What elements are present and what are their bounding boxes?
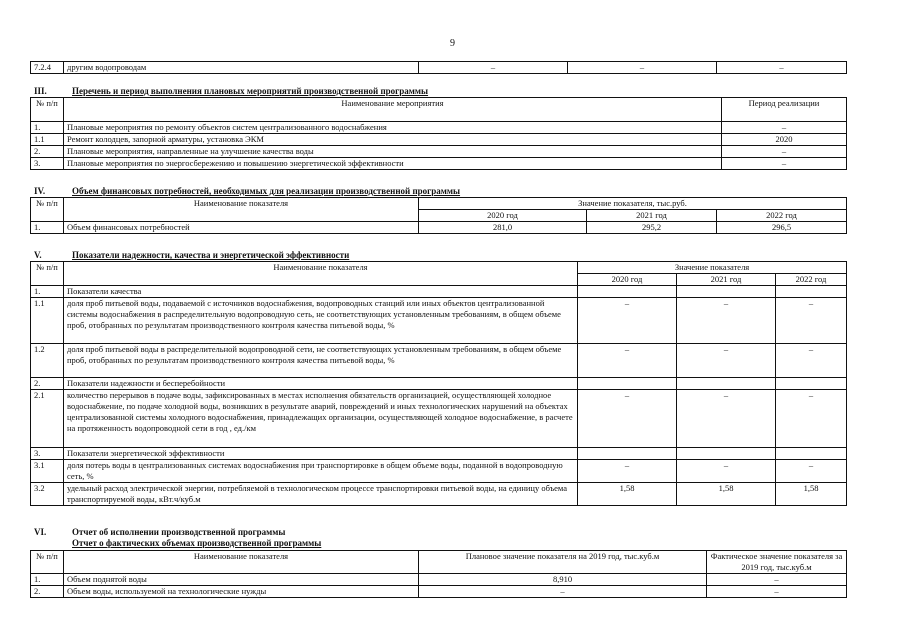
col-header-value: Значение показателя, тыс.руб. (419, 198, 847, 210)
row-period: – (722, 146, 847, 158)
section-6-heading (34, 527, 285, 537)
table-row (31, 146, 847, 158)
table-row (31, 344, 847, 378)
row-value: – (578, 298, 677, 344)
table-row (31, 62, 847, 74)
section-4-table (30, 197, 847, 234)
col-header-value: Значение показателя (578, 262, 847, 274)
row-name: количество перерывов в подаче воды, зафиксированных в местах исполнения обязательств организацией, осуществляющей холодное водоснабжение, по подаче холодной воды, возникших в результате аварий, повреждений и иных технологических нарушений на объектах централизованной системы холодного водоснабжения, принадлежащих организации, осуществляющей холодное водоснабжение, в расчете на протяженность водопроводной сети в год , ед./км (64, 390, 578, 448)
row-num: 1. (31, 122, 64, 134)
row-value: 1,58 (578, 483, 677, 506)
row-value: 1,58 (677, 483, 776, 506)
row-period: 2020 (722, 134, 847, 146)
section-title: Показатели надежности, качества и энергетической эффективности (72, 250, 350, 260)
col-header-year: 2021 год (677, 274, 776, 286)
col-header-year: 2020 год (419, 210, 587, 222)
row-value (776, 448, 847, 460)
row-value: 295,2 (587, 222, 717, 234)
section-4-heading (34, 186, 460, 196)
row-value: 1,58 (776, 483, 847, 506)
section-6-subheading (72, 538, 321, 548)
row-name: доля проб питьевой воды, подаваемой с источников водоснабжения, водопроводных станций или иных объектов централизованной системы водоснабжения в распределительную водопроводную сеть, не соответствующих установленным требованиям, в общем объеме проб, отобранных по результатам производственного контроля качества питьевой воды, % (64, 298, 578, 344)
row-value: – (419, 62, 568, 74)
row-plan: 8,910 (419, 574, 707, 586)
row-name: Ремонт колодцев, запорной арматуры, установка ЭКМ (64, 134, 722, 146)
row-value (578, 286, 677, 298)
section-number: VI. (34, 527, 47, 537)
row-value: – (677, 390, 776, 448)
section-5-heading (34, 250, 349, 260)
col-header-num: № п/п (31, 98, 64, 122)
row-fact: – (707, 574, 847, 586)
section-6-table (30, 550, 847, 598)
table-row (31, 298, 847, 344)
page-number: 9 (450, 38, 455, 49)
row-num: 1.1 (31, 298, 64, 344)
row-value: – (578, 390, 677, 448)
row-value: 296,5 (717, 222, 847, 234)
section-number: V. (34, 250, 42, 260)
row-value: – (568, 62, 717, 74)
row-value: 281,0 (419, 222, 587, 234)
row-plan: – (419, 586, 707, 598)
table-row (31, 574, 847, 586)
row-value: – (578, 460, 677, 483)
section-5-table (30, 261, 847, 506)
col-header-name: Наименование мероприятия (64, 98, 722, 122)
row-value: – (776, 344, 847, 378)
table-header-row (31, 551, 847, 574)
table-row (31, 378, 847, 390)
row-value (677, 378, 776, 390)
section-3-table (30, 97, 847, 170)
row-value: – (578, 344, 677, 378)
col-header-year: 2021 год (587, 210, 717, 222)
row-value (776, 378, 847, 390)
row-num: 7.2.4 (31, 62, 64, 74)
col-header-year: 2022 год (776, 274, 847, 286)
row-name: Плановые мероприятия по энергосбережению и повышению энергетической эффективности (64, 158, 722, 170)
row-name: Показатели качества (64, 286, 578, 298)
row-name: Объем воды, используемой на технологические нужды (64, 586, 419, 598)
row-name: доля проб питьевой воды в распределительной водопроводной сети, не соответствующих установленным требованиям, в общем объеме проб, отобранных по результатам производственного контроля качества питьевой воды, % (64, 344, 578, 378)
row-value (677, 448, 776, 460)
table-row (31, 448, 847, 460)
row-name: удельный расход электрической энергии, потребляемой в технологическом процессе транспортировки питьевой воды, на единицу объема транспортируемой воды, кВт.ч/куб.м (64, 483, 578, 506)
col-header-year: 2022 год (717, 210, 847, 222)
section-number: IV. (34, 186, 46, 196)
table-header-row (31, 98, 847, 122)
row-num: 3. (31, 448, 64, 460)
row-period: – (722, 158, 847, 170)
row-num: 3.1 (31, 460, 64, 483)
top-row-table (30, 61, 847, 74)
row-num: 2.1 (31, 390, 64, 448)
row-value (677, 286, 776, 298)
col-header-year: 2020 год (578, 274, 677, 286)
table-row (31, 483, 847, 506)
row-num: 1.1 (31, 134, 64, 146)
col-header-name: Наименование показателя (64, 198, 419, 222)
row-num: 2. (31, 146, 64, 158)
row-value: – (776, 390, 847, 448)
row-value: – (776, 298, 847, 344)
col-header-name: Наименование показателя (64, 551, 419, 574)
section-number: III. (34, 86, 47, 96)
row-name: Плановые мероприятия, направленные на улучшение качества воды (64, 146, 722, 158)
table-row (31, 122, 847, 134)
col-header-name: Наименование показателя (64, 262, 578, 286)
section-title: Объем финансовых потребностей, необходимых для реализации производственной программы (72, 186, 461, 196)
row-num: 1.2 (31, 344, 64, 378)
row-name: Объем финансовых потребностей (64, 222, 419, 234)
row-num: 3.2 (31, 483, 64, 506)
row-value: – (677, 344, 776, 378)
table-row (31, 586, 847, 598)
row-value (578, 378, 677, 390)
row-num: 1. (31, 286, 64, 298)
section-title: Отчет об исполнении производственной программы (72, 527, 286, 537)
row-num: 1. (31, 222, 64, 234)
row-num: 3. (31, 158, 64, 170)
row-num: 2. (31, 378, 64, 390)
table-row (31, 390, 847, 448)
row-name: Плановые мероприятия по ремонту объектов систем централизованного водоснабжения (64, 122, 722, 134)
row-fact: – (707, 586, 847, 598)
row-value (578, 448, 677, 460)
section-subtitle: Отчет о фактических объемах производственной программы (72, 538, 322, 548)
table-row (31, 134, 847, 146)
row-name: Объем поднятой воды (64, 574, 419, 586)
col-header-fact: Фактическое значение показателя за 2019 год, тыс.куб.м (707, 551, 847, 574)
row-value: – (776, 460, 847, 483)
row-value: – (677, 298, 776, 344)
table-header-row (31, 198, 847, 210)
row-value (776, 286, 847, 298)
row-value: – (717, 62, 847, 74)
row-period: – (722, 122, 847, 134)
col-header-period: Период реализации (722, 98, 847, 122)
section-3-heading (34, 86, 428, 96)
row-value: – (677, 460, 776, 483)
table-row (31, 158, 847, 170)
col-header-num: № п/п (31, 198, 64, 222)
row-name: другим водопроводам (64, 62, 419, 74)
row-num: 2. (31, 586, 64, 598)
col-header-num: № п/п (31, 551, 64, 574)
col-header-plan: Плановое значение показателя на 2019 год, тыс.куб.м (419, 551, 707, 574)
row-name: Показатели энергетической эффективности (64, 448, 578, 460)
col-header-num: № п/п (31, 262, 64, 286)
section-title: Перечень и период выполнения плановых мероприятий производственной программы (72, 86, 429, 96)
table-row (31, 222, 847, 234)
row-name: Показатели надежности и бесперебойности (64, 378, 578, 390)
table-row (31, 460, 847, 483)
row-name: доля потерь воды в централизованных системах водоснабжения при транспортировке в общем объеме воды, поданной в водопроводную сеть, % (64, 460, 578, 483)
row-num: 1. (31, 574, 64, 586)
table-row (31, 286, 847, 298)
table-header-row (31, 262, 847, 274)
